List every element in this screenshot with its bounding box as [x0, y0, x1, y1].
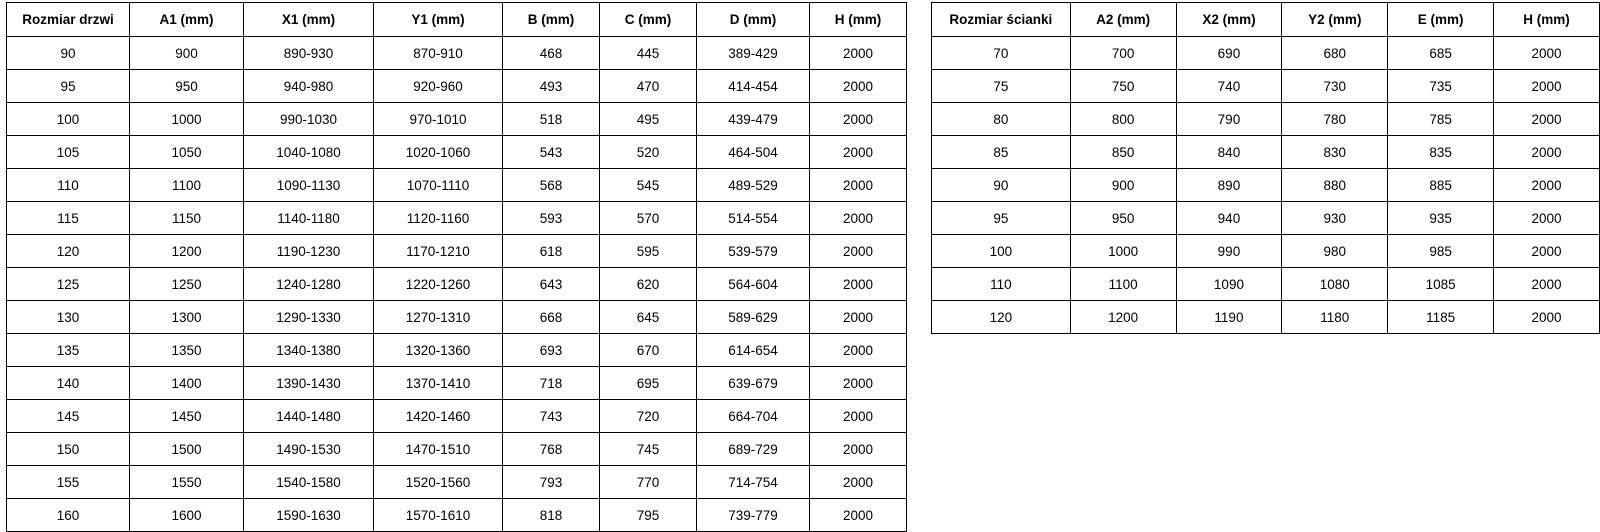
table-cell: 2000: [1494, 169, 1600, 202]
table-row: [932, 202, 1600, 235]
table-cell: 445: [600, 37, 697, 70]
table-cell: 940-980: [244, 70, 374, 103]
table-cell: 980: [1282, 235, 1388, 268]
table-cell: 1000: [130, 103, 244, 136]
table-cell: 850: [1070, 136, 1176, 169]
table-cell: 564-604: [697, 268, 810, 301]
column-header: Y2 (mm): [1282, 3, 1388, 37]
table-cell: 990: [1176, 235, 1282, 268]
table-row: [7, 37, 907, 70]
table-cell: 95: [932, 202, 1071, 235]
table-row: [932, 169, 1600, 202]
table-cell: 618: [503, 235, 600, 268]
table-cell: 1340-1380: [244, 334, 374, 367]
table-row: [7, 70, 907, 103]
table-cell: 130: [7, 301, 130, 334]
column-header: A2 (mm): [1070, 3, 1176, 37]
table-cell: 100: [7, 103, 130, 136]
table-cell: 1300: [130, 301, 244, 334]
table-cell: 1370-1410: [374, 367, 503, 400]
table-cell: 2000: [1494, 235, 1600, 268]
table-cell: 85: [932, 136, 1071, 169]
table-cell: 1390-1430: [244, 367, 374, 400]
table-row: [7, 268, 907, 301]
table-cell: 700: [1070, 37, 1176, 70]
table-cell: 1100: [1070, 268, 1176, 301]
column-header: Y1 (mm): [374, 3, 503, 37]
table-cell: 464-504: [697, 136, 810, 169]
table-cell: 568: [503, 169, 600, 202]
table-cell: 1570-1610: [374, 499, 503, 532]
table-cell: 664-704: [697, 400, 810, 433]
table-cell: 1490-1530: [244, 433, 374, 466]
table-cell: 780: [1282, 103, 1388, 136]
table-row: [7, 400, 907, 433]
table-cell: 2000: [1494, 103, 1600, 136]
table-cell: 1170-1210: [374, 235, 503, 268]
table-cell: 2000: [810, 268, 907, 301]
table-cell: 795: [600, 499, 697, 532]
table-cell: 890-930: [244, 37, 374, 70]
table-cell: 2000: [810, 169, 907, 202]
table-cell: 1220-1260: [374, 268, 503, 301]
table-cell: 120: [932, 301, 1071, 334]
table-cell: 730: [1282, 70, 1388, 103]
table-cell: 140: [7, 367, 130, 400]
table-cell: 2000: [810, 499, 907, 532]
table-row: [7, 367, 907, 400]
table-cell: 1520-1560: [374, 466, 503, 499]
table-cell: 1350: [130, 334, 244, 367]
table-cell: 800: [1070, 103, 1176, 136]
table-cell: 514-554: [697, 202, 810, 235]
table-cell: 793: [503, 466, 600, 499]
table-cell: 639-679: [697, 367, 810, 400]
table-cell: 493: [503, 70, 600, 103]
table-cell: 950: [130, 70, 244, 103]
table-cell: 1150: [130, 202, 244, 235]
table-cell: 718: [503, 367, 600, 400]
table-row: [932, 235, 1600, 268]
table-cell: 1200: [130, 235, 244, 268]
table-row: [7, 301, 907, 334]
table-cell: 1100: [130, 169, 244, 202]
table-cell: 2000: [810, 202, 907, 235]
column-header: H (mm): [1494, 3, 1600, 37]
table-cell: 840: [1176, 136, 1282, 169]
table-row: [7, 499, 907, 532]
table-cell: 790: [1176, 103, 1282, 136]
table-cell: 830: [1282, 136, 1388, 169]
table-row: [7, 136, 907, 169]
table-row: [932, 103, 1600, 136]
table-cell: 90: [7, 37, 130, 70]
table-cell: 2000: [1494, 136, 1600, 169]
table-row: [7, 169, 907, 202]
table-cell: 543: [503, 136, 600, 169]
table-cell: 1420-1460: [374, 400, 503, 433]
table-cell: 95: [7, 70, 130, 103]
table-cell: 110: [932, 268, 1071, 301]
table-cell: 1190-1230: [244, 235, 374, 268]
table-row: [932, 268, 1600, 301]
table-cell: 2000: [1494, 301, 1600, 334]
table-cell: 2000: [810, 367, 907, 400]
table-cell: 900: [1070, 169, 1176, 202]
table-cell: 689-729: [697, 433, 810, 466]
table-cell: 495: [600, 103, 697, 136]
table-row: [932, 70, 1600, 103]
table-cell: 2000: [1494, 202, 1600, 235]
column-header: B (mm): [503, 3, 600, 37]
table-cell: 745: [600, 433, 697, 466]
table-cell: 1120-1160: [374, 202, 503, 235]
table-cell: 950: [1070, 202, 1176, 235]
table-cell: 1250: [130, 268, 244, 301]
table-cell: 818: [503, 499, 600, 532]
table-cell: 539-579: [697, 235, 810, 268]
table-cell: 145: [7, 400, 130, 433]
table-cell: 150: [7, 433, 130, 466]
table-cell: 2000: [810, 136, 907, 169]
table-cell: 520: [600, 136, 697, 169]
table-cell: 125: [7, 268, 130, 301]
table-cell: 2000: [810, 301, 907, 334]
column-header: Rozmiar ścianki: [932, 3, 1071, 37]
table-header-row: [932, 3, 1600, 37]
table-cell: 2000: [810, 103, 907, 136]
table-cell: 1290-1330: [244, 301, 374, 334]
table-cell: 1080: [1282, 268, 1388, 301]
table-cell: 414-454: [697, 70, 810, 103]
table-cell: 614-654: [697, 334, 810, 367]
table-cell: 120: [7, 235, 130, 268]
table-cell: 589-629: [697, 301, 810, 334]
table-cell: 2000: [810, 466, 907, 499]
column-header: H (mm): [810, 3, 907, 37]
table-cell: 105: [7, 136, 130, 169]
table-cell: 785: [1388, 103, 1494, 136]
table-cell: 2000: [1494, 37, 1600, 70]
table-cell: 2000: [810, 70, 907, 103]
doors-dimensions-table: [6, 2, 907, 532]
table-cell: 940: [1176, 202, 1282, 235]
table-cell: 695: [600, 367, 697, 400]
walls-dimensions-table: [931, 2, 1600, 334]
table-cell: 885: [1388, 169, 1494, 202]
table-cell: 1470-1510: [374, 433, 503, 466]
table-cell: 680: [1282, 37, 1388, 70]
table-cell: 870-910: [374, 37, 503, 70]
table-cell: 2000: [810, 235, 907, 268]
table-cell: 470: [600, 70, 697, 103]
table-cell: 740: [1176, 70, 1282, 103]
table-cell: 1050: [130, 136, 244, 169]
table-cell: 1320-1360: [374, 334, 503, 367]
table-cell: 1000: [1070, 235, 1176, 268]
column-header: X2 (mm): [1176, 3, 1282, 37]
walls-dimensions-table-container: [931, 2, 1600, 334]
table-cell: 160: [7, 499, 130, 532]
table-cell: 1090: [1176, 268, 1282, 301]
column-header: A1 (mm): [130, 3, 244, 37]
table-cell: 1200: [1070, 301, 1176, 334]
table-cell: 743: [503, 400, 600, 433]
table-cell: 1270-1310: [374, 301, 503, 334]
column-header: C (mm): [600, 3, 697, 37]
table-row: [932, 37, 1600, 70]
table-cell: 714-754: [697, 466, 810, 499]
table-row: [7, 466, 907, 499]
table-cell: 693: [503, 334, 600, 367]
table-cell: 835: [1388, 136, 1494, 169]
table-cell: 570: [600, 202, 697, 235]
table-cell: 768: [503, 433, 600, 466]
table-cell: 468: [503, 37, 600, 70]
table-cell: 720: [600, 400, 697, 433]
table-cell: 735: [1388, 70, 1494, 103]
table-cell: 1400: [130, 367, 244, 400]
table-cell: 1070-1110: [374, 169, 503, 202]
table-cell: 1140-1180: [244, 202, 374, 235]
table-cell: 2000: [810, 37, 907, 70]
table-cell: 2000: [1494, 70, 1600, 103]
table-cell: 115: [7, 202, 130, 235]
table-cell: 1590-1630: [244, 499, 374, 532]
table-cell: 2000: [1494, 268, 1600, 301]
table-row: [7, 103, 907, 136]
table-row: [932, 136, 1600, 169]
table-cell: 970-1010: [374, 103, 503, 136]
table-cell: 880: [1282, 169, 1388, 202]
table-cell: 1190: [1176, 301, 1282, 334]
table-cell: 1020-1060: [374, 136, 503, 169]
table-cell: 668: [503, 301, 600, 334]
table-cell: 518: [503, 103, 600, 136]
table-cell: 2000: [810, 400, 907, 433]
table-cell: 1085: [1388, 268, 1494, 301]
table-cell: 750: [1070, 70, 1176, 103]
table-row: [7, 235, 907, 268]
table-cell: 2000: [810, 433, 907, 466]
table-cell: 670: [600, 334, 697, 367]
table-cell: 75: [932, 70, 1071, 103]
table-cell: 985: [1388, 235, 1494, 268]
table-cell: 643: [503, 268, 600, 301]
table-cell: 100: [932, 235, 1071, 268]
table-cell: 930: [1282, 202, 1388, 235]
table-cell: 770: [600, 466, 697, 499]
table-cell: 990-1030: [244, 103, 374, 136]
table-cell: 685: [1388, 37, 1494, 70]
table-cell: 1550: [130, 466, 244, 499]
table-cell: 2000: [810, 334, 907, 367]
table-cell: 1450: [130, 400, 244, 433]
table-cell: 1240-1280: [244, 268, 374, 301]
table-cell: 1185: [1388, 301, 1494, 334]
table-cell: 1040-1080: [244, 136, 374, 169]
table-cell: 900: [130, 37, 244, 70]
table-header-row: [7, 3, 907, 37]
table-cell: 90: [932, 169, 1071, 202]
table-cell: 70: [932, 37, 1071, 70]
column-header: X1 (mm): [244, 3, 374, 37]
table-cell: 1600: [130, 499, 244, 532]
table-cell: 155: [7, 466, 130, 499]
table-cell: 920-960: [374, 70, 503, 103]
table-cell: 135: [7, 334, 130, 367]
table-cell: 439-479: [697, 103, 810, 136]
doors-dimensions-table-container: [6, 2, 907, 532]
table-cell: 1440-1480: [244, 400, 374, 433]
table-row: [7, 334, 907, 367]
table-cell: 1090-1130: [244, 169, 374, 202]
table-cell: 1180: [1282, 301, 1388, 334]
table-cell: 545: [600, 169, 697, 202]
table-cell: 620: [600, 268, 697, 301]
table-cell: 645: [600, 301, 697, 334]
table-cell: 1500: [130, 433, 244, 466]
table-cell: 593: [503, 202, 600, 235]
table-cell: 595: [600, 235, 697, 268]
table-row: [7, 433, 907, 466]
column-header: E (mm): [1388, 3, 1494, 37]
table-cell: 489-529: [697, 169, 810, 202]
table-cell: 739-779: [697, 499, 810, 532]
table-cell: 110: [7, 169, 130, 202]
table-cell: 690: [1176, 37, 1282, 70]
table-cell: 389-429: [697, 37, 810, 70]
column-header: Rozmiar drzwi: [7, 3, 130, 37]
table-cell: 935: [1388, 202, 1494, 235]
table-cell: 1540-1580: [244, 466, 374, 499]
table-cell: 890: [1176, 169, 1282, 202]
table-cell: 80: [932, 103, 1071, 136]
column-header: D (mm): [697, 3, 810, 37]
table-row: [932, 301, 1600, 334]
table-row: [7, 202, 907, 235]
